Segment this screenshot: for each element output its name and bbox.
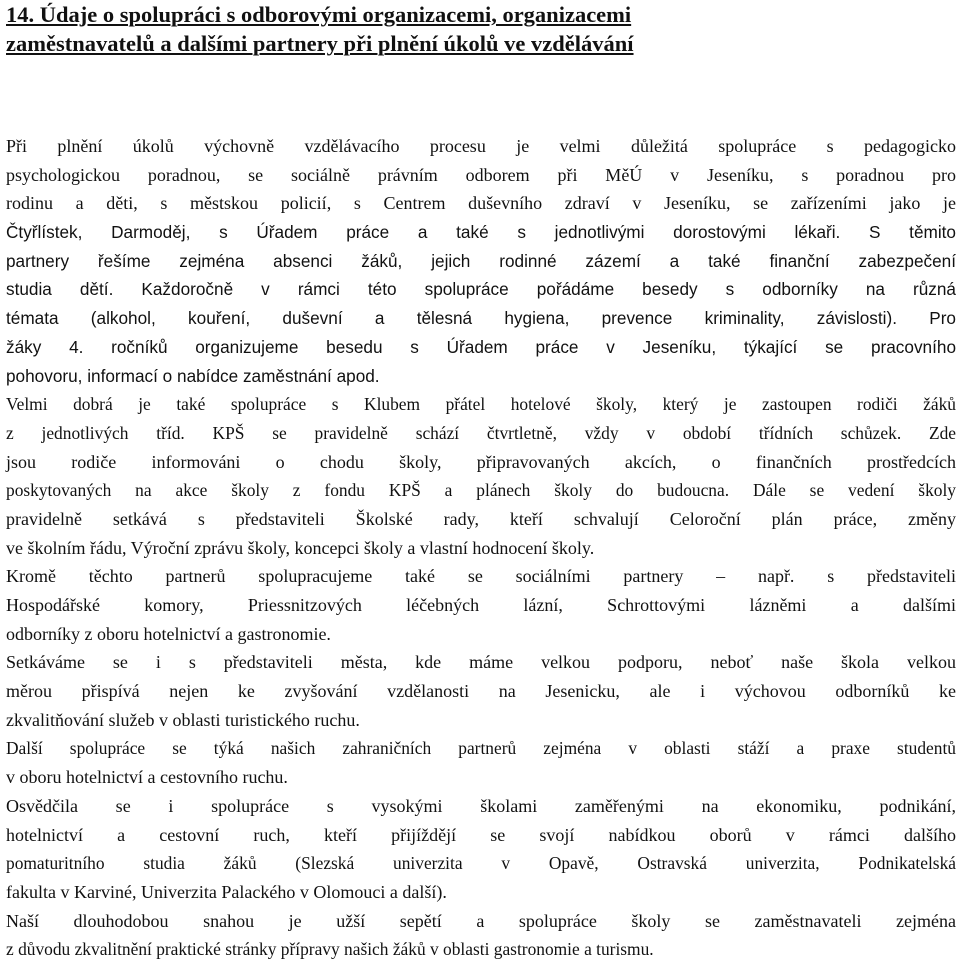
body-line-6: studia dětí. Každoročně v rámci této spolupráce pořádáme besedy s odborníky na různá [6, 279, 956, 300]
body-line-18: odborníky z oboru hotelnictví a gastronomie. [6, 623, 331, 644]
body-line-29: z důvodu zkvalitnění praktické stránky přípravy našich žáků v oblasti gastronomie a turismu. [6, 939, 654, 960]
body-line-15: ve školním řádu, Výroční zprávu školy, koncepci školy a vlastní hodnocení školy. [6, 537, 595, 558]
body-line-8: žáky 4. ročníků organizujeme besedu s Úřadem práce v Jeseníku, týkající se pracovního [6, 336, 956, 357]
body-line-26: pomaturitního studia žáků (Slezská univerzita v Opavě, Ostravská univerzita, Podnikatelská [6, 853, 956, 874]
body-line-14: pravidelně setkává s představiteli Školské rady, kteří schvalují Celoroční plán práce, změny [6, 508, 956, 529]
body-line-19: Setkáváme se i s představiteli města, kde máme velkou podporu, neboť naše škola velkou [6, 652, 956, 673]
body-line-24: Osvědčila se i spolupráce s vysokými školami zaměřenými na ekonomiku, podnikání, [6, 795, 956, 816]
body-line-4: Čtyřlístek, Darmoděj, s Úřadem práce a také s jednotlivými dorostovými lékaři. S těmito [6, 222, 956, 243]
body-line-2: psychologickou poradnou, se sociálně právním odborem při MěÚ v Jeseníku, s poradnou pro [6, 164, 956, 185]
body-line-16: Kromě těchto partnerů spolupracujeme také se sociálními partnery – např. s představiteli [6, 566, 956, 587]
body-line-27: fakulta v Karviné, Univerzita Palackého v Olomouci a další). [6, 881, 447, 902]
body-text [6, 132, 956, 964]
body-line-22: Další spolupráce se týká našich zahraničních partnerů zejména v oblasti stáží a praxe studentů [6, 738, 956, 759]
body-line-23: v oboru hotelnictví a cestovního ruchu. [6, 767, 288, 788]
section-heading-line-2: zaměstnavatelů a dalšími partnery při plnění úkolů ve vzdělávání [6, 31, 634, 56]
body-line-11: z jednotlivých tříd. KPŠ se pravidelně schází čtvrtletně, vždy v období třídních schůzek. Zde [6, 422, 956, 443]
body-line-25: hotelnictví a cestovní ruch, kteří přijíždějí se svojí nabídkou oborů v rámci dalšího [6, 824, 956, 845]
body-line-9: pohovoru, informací o nabídce zaměstnání apod. [6, 365, 380, 386]
body-line-3: rodinu a děti, s městskou policií, s Centrem duševního zdraví v Jeseníku, se zařízeními jako je [6, 193, 956, 214]
body-line-20: měrou přispívá nejen ke zvyšování vzdělanosti na Jesenicku, ale i výchovou odborníků ke [6, 681, 956, 702]
section-heading [6, 0, 956, 58]
body-line-13: poskytovaných na akce školy z fondu KPŠ a plánech školy do budoucna. Dále se vedení školy [6, 480, 956, 501]
body-line-21: zkvalitňování služeb v oblasti turistického ruchu. [6, 709, 360, 730]
body-line-7: témata (alkohol, kouření, duševní a tělesná hygiena, prevence kriminality, závislosti). Pro [6, 308, 956, 329]
section-heading-line-1: 14. Údaje o spolupráci s odborovými organizacemi, organizacemi [6, 2, 632, 27]
document-page [6, 0, 956, 960]
body-line-1: Při plnění úkolů výchovně vzdělávacího procesu je velmi důležitá spolupráce s pedagogicko [6, 136, 956, 156]
body-line-5: partnery řešíme zejména absenci žáků, jejich rodinné zázemí a také finanční zabezpečení [6, 250, 956, 271]
body-line-12: jsou rodiče informováni o chodu školy, připravovaných akcích, o finančních prostředcích [6, 451, 956, 472]
body-line-17: Hospodářské komory, Priessnitzových léčebných lázní, Schrottovými lázněmi a dalšími [6, 595, 956, 615]
body-line-10: Velmi dobrá je také spolupráce s Klubem přátel hotelové školy, který je zastoupen rodiči žáků [6, 394, 956, 415]
body-line-28: Naší dlouhodobou snahou je užší sepětí a spolupráce školy se zaměstnavateli zejména [6, 910, 956, 931]
